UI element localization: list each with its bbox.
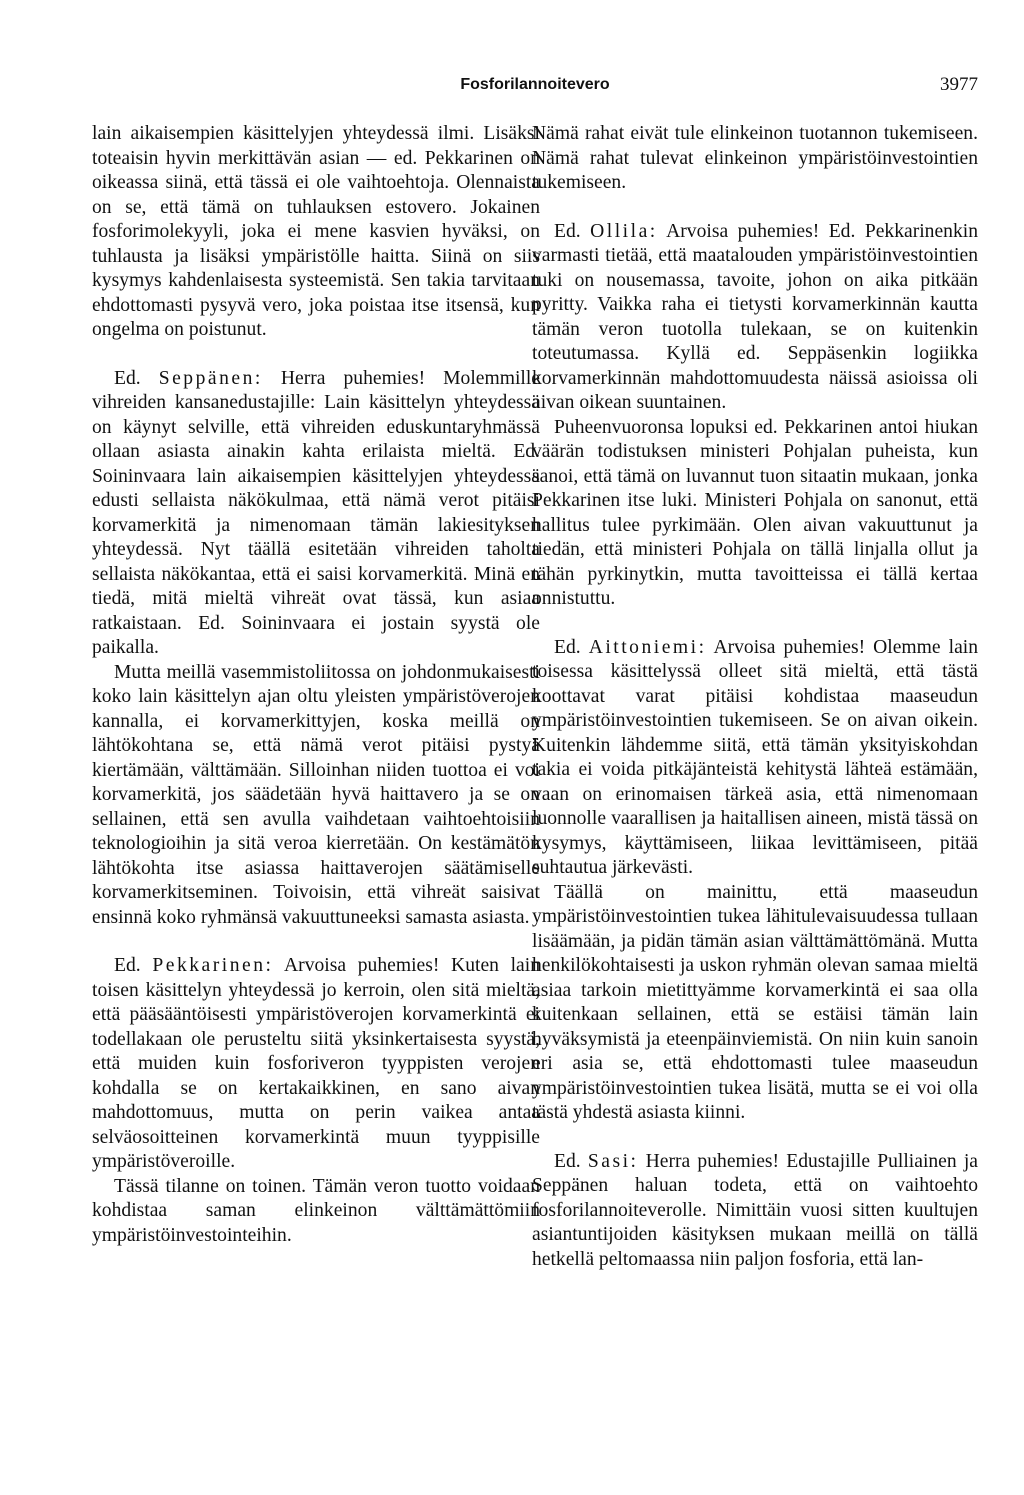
speaker-prefix: Ed.	[114, 955, 153, 976]
speaker-name: Ollila:	[590, 220, 658, 242]
speech-paragraph	[532, 636, 978, 881]
speech-text: Arvoisa puhemies! Olemme lain toisessa käsittelyssä olleet sitä mieltä, että tästä koottavat varat pitäisi kohdistaa maaseudun ympäristöinvestointien tukemiseen. Se on aivan oikein. Kuitenkin lähdemme siitä, että tämän yksityiskohdan takia ei voida pitkäjänteistä kehitystä lähteä estämään, vaan on erinomaisen tärkeä asia, että nimenomaan luonnolle vaarallisen ja haitallisen aineen, mistä tässä on kysymys, käyttämiseen, liikaa levittämiseen, pitää suhtautua järkevästi.	[532, 636, 979, 878]
speaker-prefix: Ed.	[114, 367, 159, 389]
paragraph: Täällä on mainittu, että maaseudun ympäristöinvestointien tukea lähitulevaisuudessa tullaan lisäämään, ja pidän tämän asian välttämättömänä. Mutta henkilökohtaisesti ja uskon ryhmän olevan samaa mieltä asiaa tarkoin mietittyämme korvamerkintä ei saa olla kuitenkaan sellainen, että se estäisi tämän lain hyväksymistä ja eteenpäinviemistä. On niin kuin sanoin eri asia se, että ehdottomasti tulee maaseudun ympäristöinvestointien tukea lisätä, mutta se ei voi olla tästä yhdestä asiasta kiinni.	[532, 881, 978, 1123]
speaker-name: Aittoniemi:	[588, 636, 707, 658]
paragraph: Puheenvuoronsa lopuksi ed. Pekkarinen antoi hiukan väärän todistuksen ministeri Pohjalan puheista, kun sanoi, että tämä on luvannut tuon sitaatin mukaan, jonka Pekkarinen itse luki. Ministeri Pohjala on sanonut, että hallitus tulee pyrkimään. Olen aivan vakuuttunut ja tiedän, että ministeri Pohjala on tällä linjalla ollut ja tähän pyrkinytkin, mutta tavoitteissa ei tällä kertaa onnistuttu.	[532, 416, 978, 609]
paragraph: Nämä rahat eivät tule elinkeinon tuotannon tukemiseen. Nämä rahat tulevat elinkeinon ympäristöinvestointien tukemiseen.	[532, 123, 978, 193]
speech-text: Herra puhemies! Edustajille Pulliainen ja Seppänen haluan todeta, että on vaihtoehto fosforilannoiteverolle. Nimittäin vuosi sitten kuultujen asiantuntijoiden käsityksen mukaan meillä on tällä hetkellä peltomaassa niin paljon fosforia, että lan-	[532, 1150, 979, 1270]
paragraph: Mutta meillä vasemmistoliitossa on johdonmukaisesti koko lain käsittelyn ajan oltu yleisten ympäristöverojen kannalla, ei korvamerkittyjen, koska meillä on lähtökohtana se, että nämä verot pitäisi pystyä kiertämään, välttämään. Silloinhan niiden tuottoa ei voi korvamerkitä, jos säädetään hyvä haittavero ja se on sellainen, että sen avulla vaihdetaan vaihtoehtoisiin teknologioihin ja sitä veroa kierretään. On kestämätön lähtökohta itse asiassa haittaverojen säätämiselle korvamerkitseminen. Toivoisin, että vihreät saisivat ensinnä koko ryhmänsä vakuuttuneeksi samasta asiasta.	[92, 661, 540, 928]
speaker-prefix: Ed.	[554, 220, 591, 242]
paragraph: Tässä tilanne on toinen. Tämän veron tuotto voidaan kohdistaa saman elinkeinon välttämättömiin ympäristöinvestointeihin.	[92, 1175, 540, 1246]
speaker-name: Seppänen:	[158, 367, 263, 389]
speech-paragraph	[532, 1150, 978, 1273]
speech-text: Arvoisa puhemies! Ed. Pekkarinenkin varmasti tietää, että maatalouden ympäristöinvestointien tuki on nousemassa, tavoite, johon on aika pitkään pyritty. Vaikka raha ei tietysti korvamerkinnän kautta tämän veron tuotolla tulekaan, se on kuitenkin toteutumassa. Kyllä ed. Seppäsenkin logiikka korvamerkinnän mahdottomuudesta näissä asioissa oli aivan oikean suuntainen.	[532, 220, 979, 413]
speaker-name: Sasi:	[587, 1150, 639, 1172]
speech-paragraph	[532, 220, 978, 416]
speaker-name: Pekkarinen:	[152, 955, 274, 976]
right-column	[532, 122, 978, 1272]
running-title: Fosforilannoitevero	[460, 76, 610, 93]
speech-paragraph	[92, 954, 540, 1175]
speaker-prefix: Ed.	[554, 636, 589, 658]
left-column	[92, 122, 540, 1248]
page-number: 3977	[940, 74, 978, 95]
speech-text: Herra puhemies! Molemmille vihreiden kansanedustajille: Lain käsittelyn yhteydessä on käynyt selville, että vihreiden eduskuntaryhmässä ollaan asiasta ainakin kahta erilaista mieltä. Ed. Soininvaara lain aikaisempien käsittelyjen yhteydessä edusti sellaista näkökulmaa, että nämä verot pitäisi korvamerkitä ja nimenomaan tämän lakiesityksen yhteydessä. Nyt täällä esitetään vihreiden taholta sellaista näkökantaa, että ei saisi korvamerkitä. Minä en tiedä, mitä mieltä vihreät ovat tässä, kun asiaa ratkaistaan. Ed. Soininvaara ei jostain syystä ole paikalla.	[92, 367, 541, 658]
speech-text: Arvoisa puhemies! Kuten lain toisen käsittelyn yhteydessä jo kerroin, olen sitä mieltä, että pääsääntöisesti ympäristöverojen korvamerkintä ei todellakaan ole perusteltu siitä yksinkertaisesta syystä, että muiden kuin fosforiveron tyyppisten verojen kohdalla se on kertakaikkinen, en sano aivan mahdottomuus, mutta on perin vaikea antaa selväosoitteinen korvamerkintä muun tyyppisille ympäristöveroille.	[92, 955, 540, 1172]
speech-paragraph	[92, 367, 540, 661]
running-header	[92, 72, 978, 100]
paragraph: lain aikaisempien käsittelyjen yhteydessä ilmi. Lisäksi toteaisin hyvin merkittävän asian — ed. Pekkarinen on oikeassa siinä, että tässä ei ole vaihtoehtoja. Olennaista on se, että tämä on tuhlauksen estovero. Jokainen fosforimolekyyli, joka ei mene kasvien hyväksi, on tuhlausta ja lisäksi ympäristölle haitta. Siinä on siis kysymys kahdenlaisesta systeemistä. Sen takia tarvitaan ehdottomasti pysyvä vero, joka poistaa itse itsensä, kun ongelma on poistunut.	[92, 123, 540, 340]
speaker-prefix: Ed.	[554, 1150, 588, 1172]
